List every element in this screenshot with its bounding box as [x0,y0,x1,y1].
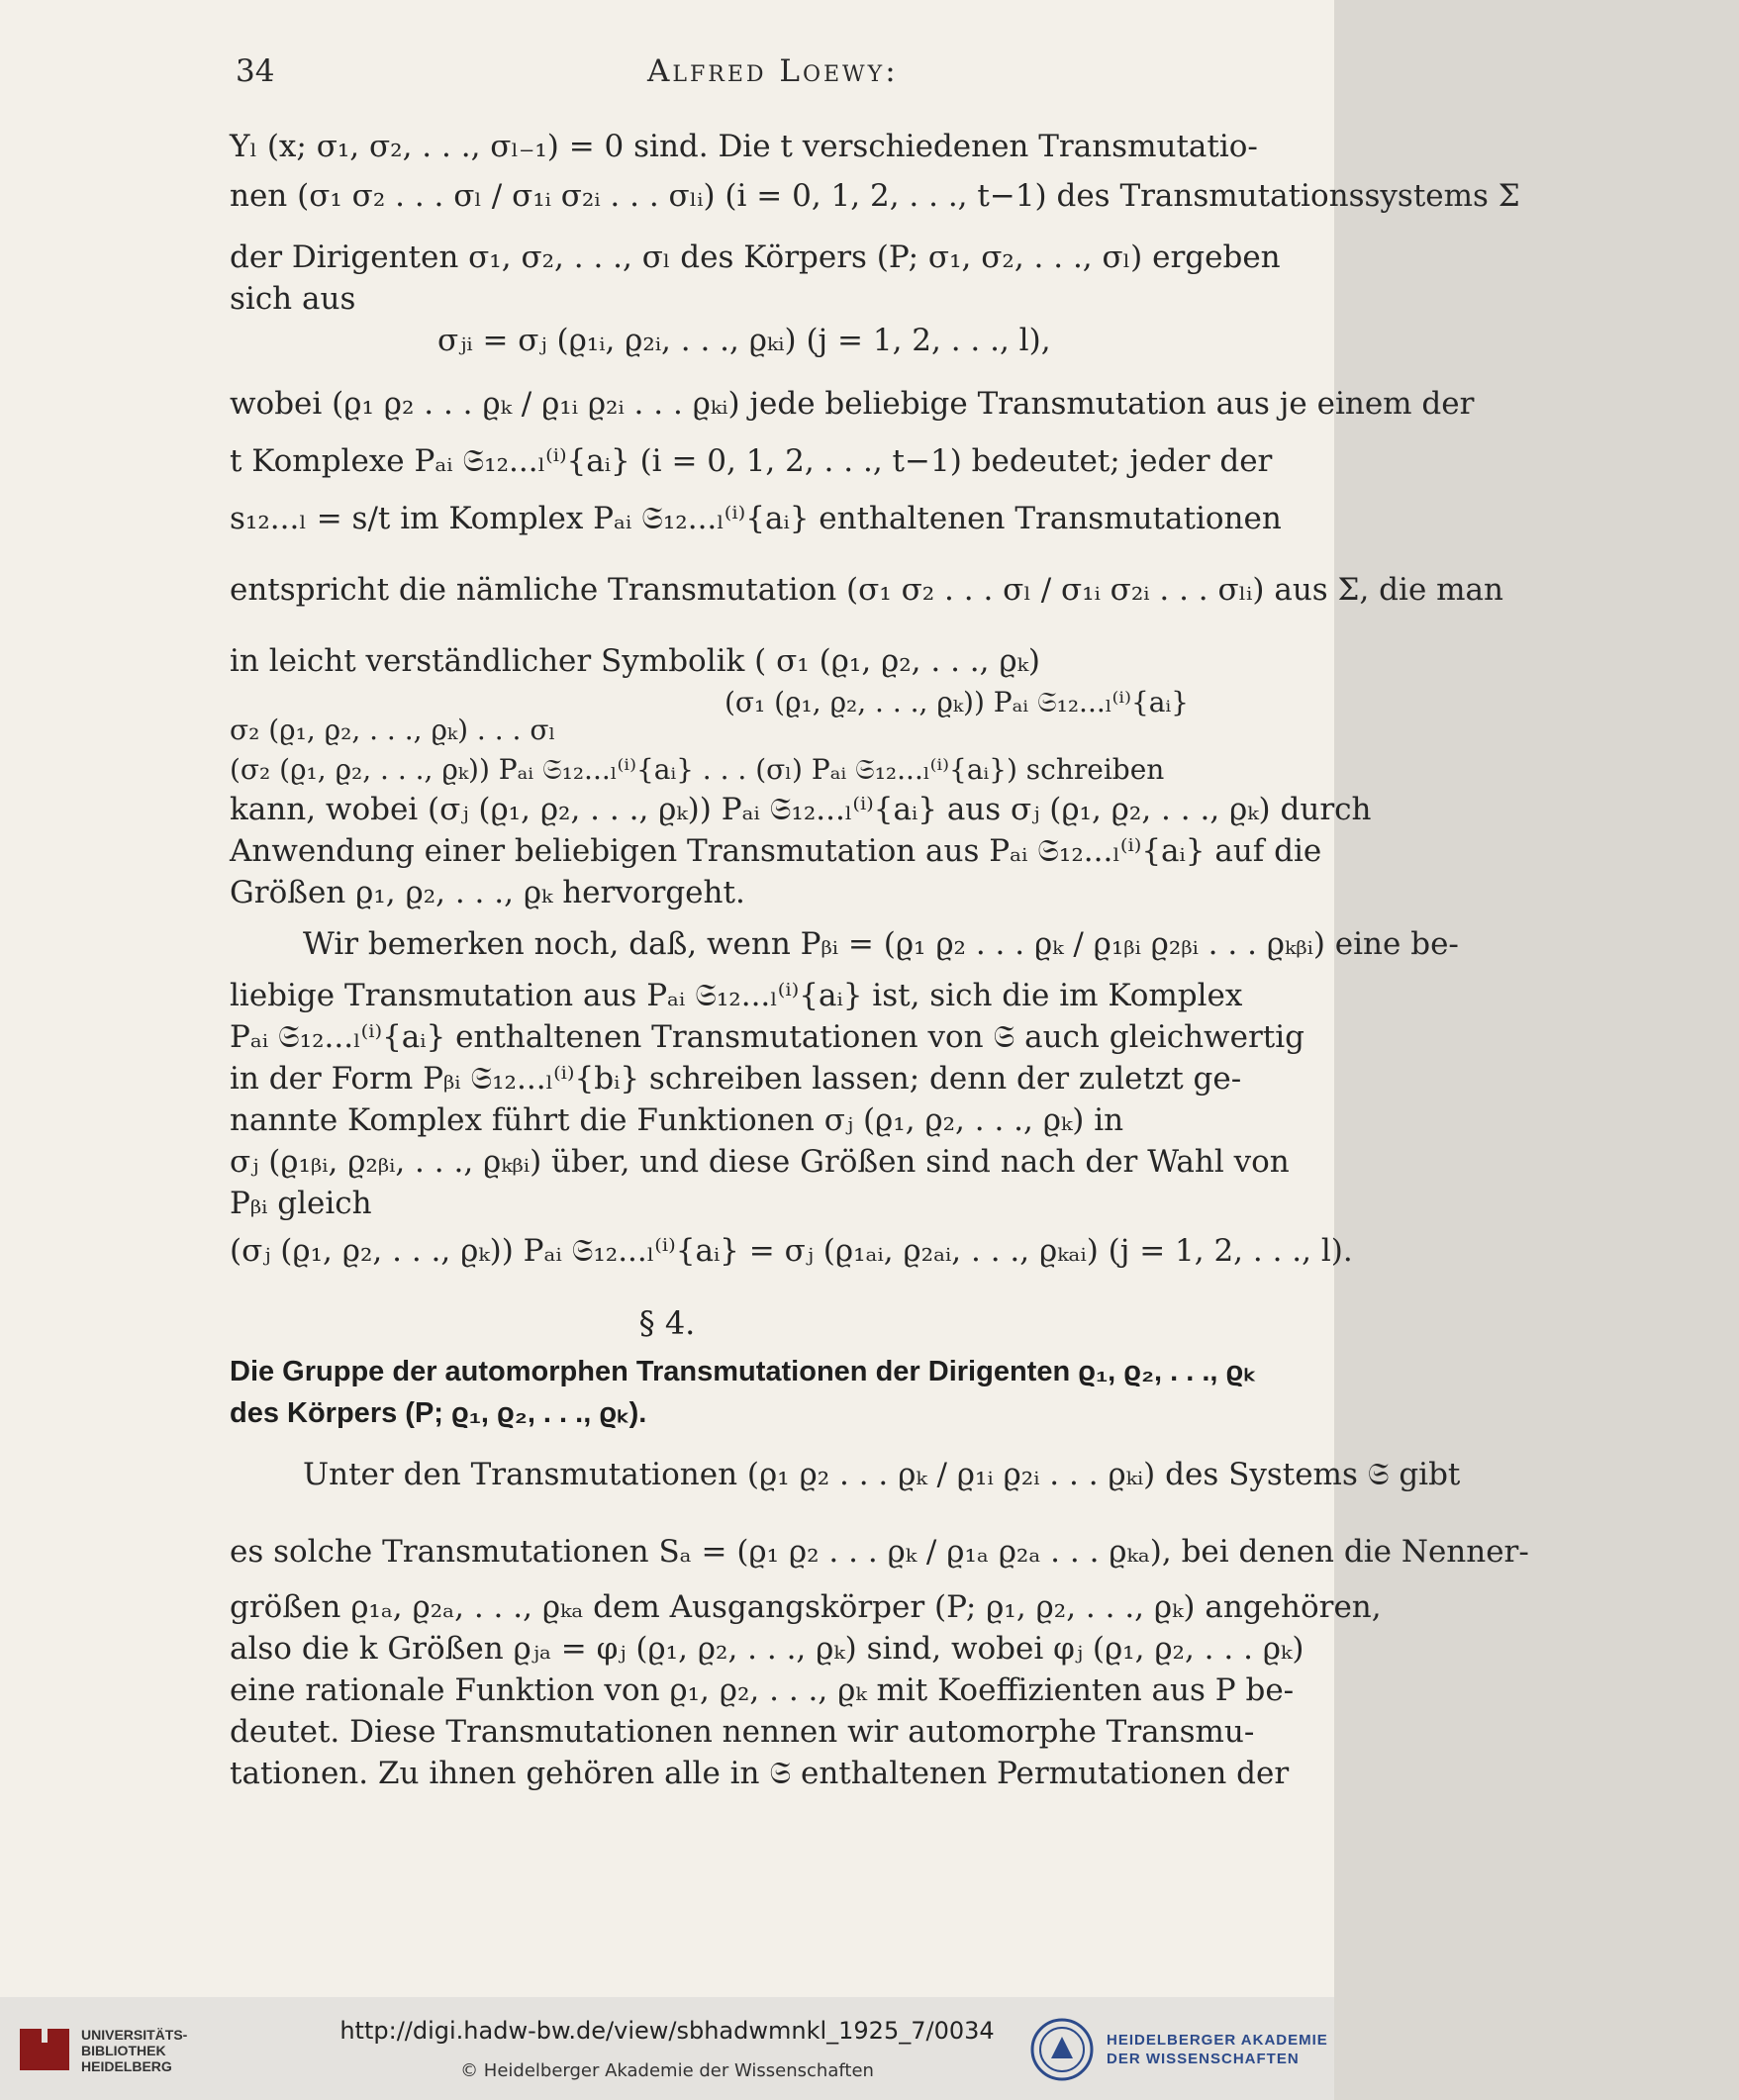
text-line: nannte Komplex führt die Funktionen σⱼ (ϱ₁, ϱ₂, . . ., ϱₖ) in [230,1102,1124,1138]
section-number: § 4. [638,1304,696,1342]
academy-seal-icon [1029,2017,1095,2082]
formula-line: (σⱼ (ϱ₁, ϱ₂, . . ., ϱₖ)) Pₐᵢ 𝔖₁₂...ₗ⁽ⁱ⁾{aᵢ} = σⱼ (ϱ₁ₐᵢ, ϱ₂ₐᵢ, . . ., ϱₖₐᵢ) (j = 1, 2, . . ., l). [230,1233,1353,1269]
text-line: Yₗ (x; σ₁, σ₂, . . ., σₗ₋₁) = 0 sind. Die t verschiedenen Transmutatio- [230,129,1258,164]
viewer-footer [0,1997,1334,2100]
formula-line: σⱼᵢ = σⱼ (ϱ₁ᵢ, ϱ₂ᵢ, . . ., ϱₖᵢ) (j = 1, 2, . . ., l), [437,323,1051,358]
text-line: entspricht die nämliche Transmutation (σ₁ σ₂ . . . σₗ / σ₁ᵢ σ₂ᵢ . . . σₗᵢ) aus Σ, die man [230,572,1503,608]
text-line: deutet. Diese Transmutationen nennen wir automorphe Transmu- [230,1714,1255,1750]
text-line: in der Form Pᵦᵢ 𝔖₁₂...ₗ⁽ⁱ⁾{bᵢ} schreiben lassen; denn der zuletzt ge- [230,1061,1242,1097]
text-line: kann, wobei (σⱼ (ϱ₁, ϱ₂, . . ., ϱₖ)) Pₐᵢ 𝔖₁₂...ₗ⁽ⁱ⁾{aᵢ} aus σⱼ (ϱ₁, ϱ₂, . . ., ϱₖ) durch [230,792,1372,827]
text-line: Größen ϱ₁, ϱ₂, . . ., ϱₖ hervorgeht. [230,875,745,910]
text-line: nen (σ₁ σ₂ . . . σₗ / σ₁ᵢ σ₂ᵢ . . . σₗᵢ) (i = 0, 1, 2, . . ., t−1) des Transmutationssystems Σ [230,178,1520,214]
text-line: t Komplexe Pₐᵢ 𝔖₁₂...ₗ⁽ⁱ⁾{aᵢ} (i = 0, 1, 2, . . ., t−1) bedeutet; jeder der [230,443,1273,479]
formula-line: (σ₁ (ϱ₁, ϱ₂, . . ., ϱₖ)) Pₐᵢ 𝔖₁₂...ₗ⁽ⁱ⁾{aᵢ} [725,686,1189,718]
text-line: also die k Größen ϱⱼₐ = φⱼ (ϱ₁, ϱ₂, . . ., ϱₖ) sind, wobei φⱼ (ϱ₁, ϱ₂, . . . ϱₖ) [230,1631,1304,1667]
text-line: tationen. Zu ihnen gehören alle in 𝔖 enthaltenen Permutationen der [230,1756,1290,1791]
academy-name: HEIDELBERGER AKADEMIE DER WISSENSCHAFTEN [1107,2032,1328,2067]
library-name: UNIVERSITÄTS- BIBLIOTHEK HEIDELBERG [81,2027,188,2074]
text-line: eine rationale Funktion von ϱ₁, ϱ₂, . . ., ϱₖ mit Koeffizienten aus P be- [230,1672,1295,1708]
text-line: in leicht verständlicher Symbolik ( σ₁ (ϱ₁, ϱ₂, . . ., ϱₖ) [230,643,1040,679]
text-line: wobei (ϱ₁ ϱ₂ . . . ϱₖ / ϱ₁ᵢ ϱ₂ᵢ . . . ϱₖᵢ) jede beliebige Transmutation aus je einem der [230,386,1475,422]
text-line: es solche Transmutationen Sₐ = (ϱ₁ ϱ₂ . . . ϱₖ / ϱ₁ₐ ϱ₂ₐ . . . ϱₖₐ), bei denen die Nenner- [230,1534,1529,1570]
text-line: Anwendung einer beliebigen Transmutation aus Pₐᵢ 𝔖₁₂...ₗ⁽ⁱ⁾{aᵢ} auf die [230,833,1322,869]
running-head: Alfred Loewy: [647,53,899,89]
text-line: σⱼ (ϱ₁ᵦᵢ, ϱ₂ᵦᵢ, . . ., ϱₖᵦᵢ) über, und diese Größen sind nach der Wahl von [230,1144,1290,1180]
text-line: Pₐᵢ 𝔖₁₂...ₗ⁽ⁱ⁾{aᵢ} enthaltenen Transmutationen von 𝔖 auch gleichwertig [230,1019,1304,1055]
text-line: Unter den Transmutationen (ϱ₁ ϱ₂ . . . ϱₖ / ϱ₁ᵢ ϱ₂ᵢ . . . ϱₖᵢ) des Systems 𝔖 gibt [303,1457,1461,1492]
formula-line: (σ₂ (ϱ₁, ϱ₂, . . ., ϱₖ)) Pₐᵢ 𝔖₁₂...ₗ⁽ⁱ⁾{aᵢ} . . . (σₗ) Pₐᵢ 𝔖₁₂...ₗ⁽ⁱ⁾{aᵢ}) schreiben [230,753,1165,786]
text-line: Wir bemerken noch, daß, wenn Pᵦᵢ = (ϱ₁ ϱ₂ . . . ϱₖ / ϱ₁ᵦᵢ ϱ₂ᵦᵢ . . . ϱₖᵦᵢ) eine be- [303,926,1459,962]
text-line: der Dirigenten σ₁, σ₂, . . ., σₗ des Körpers (P; σ₁, σ₂, . . ., σₗ) ergeben [230,239,1281,275]
text-line: Pᵦᵢ gleich [230,1186,372,1221]
text-line: sich aus [230,281,356,317]
formula-line: σ₂ (ϱ₁, ϱ₂, . . ., ϱₖ) . . . σₗ [230,714,556,746]
page-number: 34 [236,53,275,89]
text-line: liebige Transmutation aus Pₐᵢ 𝔖₁₂...ₗ⁽ⁱ⁾{aᵢ} ist, sich die im Komplex [230,978,1243,1013]
section-heading: des Körpers (P; ϱ₁, ϱ₂, . . ., ϱₖ). [230,1397,647,1429]
copyright-notice: © Heidelberger Akademie der Wissenschaften [460,2060,874,2081]
text-line: s₁₂...ₗ = s/t im Komplex Pₐᵢ 𝔖₁₂...ₗ⁽ⁱ⁾{aᵢ} enthaltenen Transmutationen [230,501,1282,536]
permalink-url[interactable]: http://digi.hadw-bw.de/view/sbhadwmnkl_1925_7/0034 [339,2017,995,2045]
text-line: größen ϱ₁ₐ, ϱ₂ₐ, . . ., ϱₖₐ dem Ausgangskörper (P; ϱ₁, ϱ₂, . . ., ϱₖ) angehören, [230,1589,1382,1625]
section-heading: Die Gruppe der automorphen Transmutationen der Dirigenten ϱ₁, ϱ₂, . . ., ϱₖ [230,1356,1256,1387]
